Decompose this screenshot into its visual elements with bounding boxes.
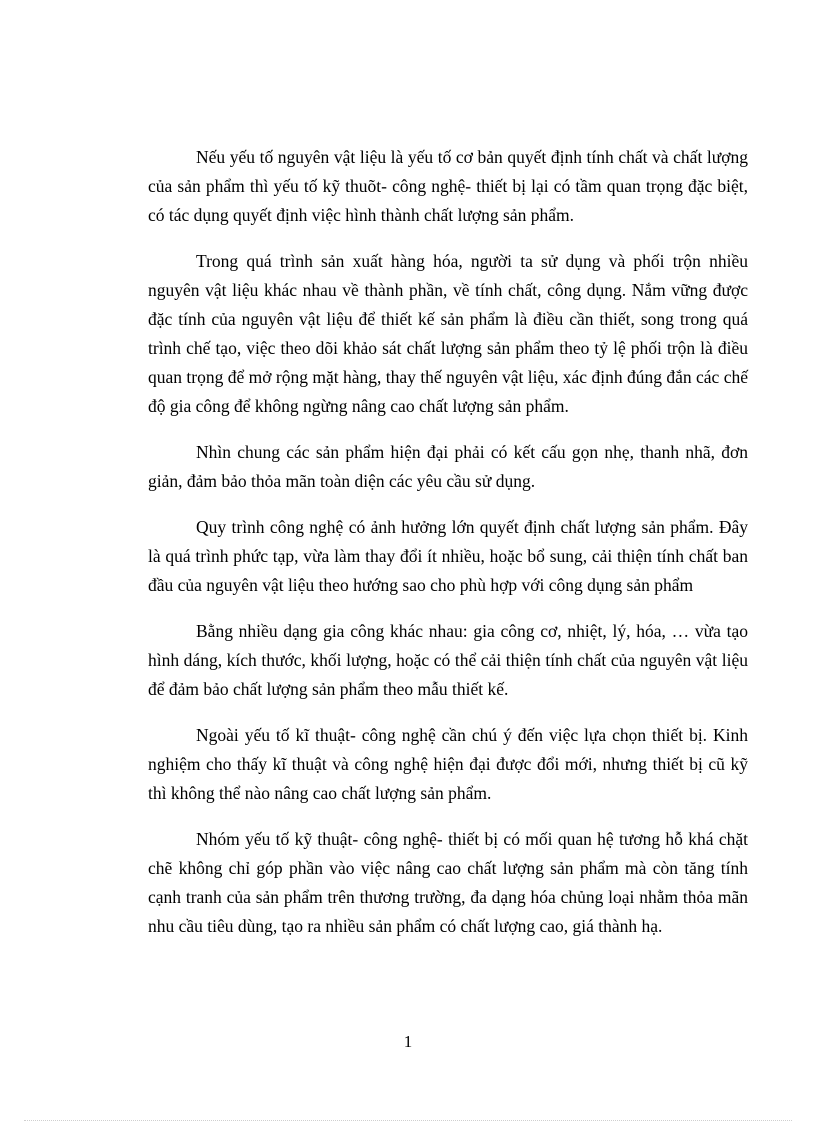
paragraph-2: Trong quá trình sản xuất hàng hóa, người ta sử dụng và phối trộn nhiều nguyên vật liệu khác nhau về thành phần, về tính chất, công dụng. Nắm vững được đặc tính của nguyên vật liệu để thiết kế sản phẩm là điều cần thiết, song trong quá trình chế tạo, việc theo dõi khảo sát chất lượng sản phẩm theo tỷ lệ phối trộn là điều quan trọng để mở rộng mặt hàng, thay thế nguyên vật liệu, xác định đúng đắn các chế độ gia công để không ngừng nâng cao chất lượng sản phẩm. [148, 251, 748, 416]
page-number: 1 [403, 1032, 413, 1051]
paragraph-6: Ngoài yếu tố kĩ thuật- công nghệ cần chú ý đến việc lựa chọn thiết bị. Kinh nghiệm cho thấy kĩ thuật và công nghệ hiện đại được đổi mới, nhưng thiết bị cũ kỹ thì không thể nào nâng cao chất lượng sản phẩm. [148, 725, 748, 803]
paragraph-1: Nếu yếu tố nguyên vật liệu là yếu tố cơ bản quyết định tính chất và chất lượng của sản phẩm thì yếu tố kỹ thuõt- công nghệ- thiết bị lại có tầm quan trọng đặc biệt, có tác dụng quyết định việc hình thành chất lượng sản phẩm. [148, 147, 748, 225]
paragraph-7: Nhóm yếu tố kỹ thuật- công nghệ- thiết bị có mối quan hệ tương hỗ khá chặt chẽ không chỉ góp phần vào việc nâng cao chất lượng sản phẩm mà còn tăng tính cạnh tranh của sản phẩm trên thương trường, đa dạng hóa chủng loại nhằm thỏa mãn nhu cầu tiêu dùng, tạo ra nhiều sản phẩm có chất lượng cao, giá thành hạ. [148, 829, 748, 936]
paragraph-5: Bằng nhiều dạng gia công khác nhau: gia công cơ, nhiệt, lý, hóa, … vừa tạo hình dáng, kích thước, khối lượng, hoặc có thể cải thiện tính chất của nguyên vật liệu để đảm bảo chất lượng sản phẩm theo mẫu thiết kế. [148, 621, 748, 699]
paragraph-4: Quy trình công nghệ có ảnh hưởng lớn quyết định chất lượng sản phẩm. Đây là quá trình phức tạp, vừa làm thay đổi ít nhiều, hoặc bổ sung, cải thiện tính chất ban đầu của nguyên vật liệu theo hướng sao cho phù hợp với công dụng sản phẩm [148, 517, 748, 595]
page-bottom-divider [24, 1120, 792, 1121]
paragraph-3: Nhìn chung các sản phẩm hiện đại phải có kết cấu gọn nhẹ, thanh nhã, đơn giản, đảm bảo thỏa mãn toàn diện các yêu cầu sử dụng. [148, 442, 748, 491]
document-body [148, 143, 748, 958]
